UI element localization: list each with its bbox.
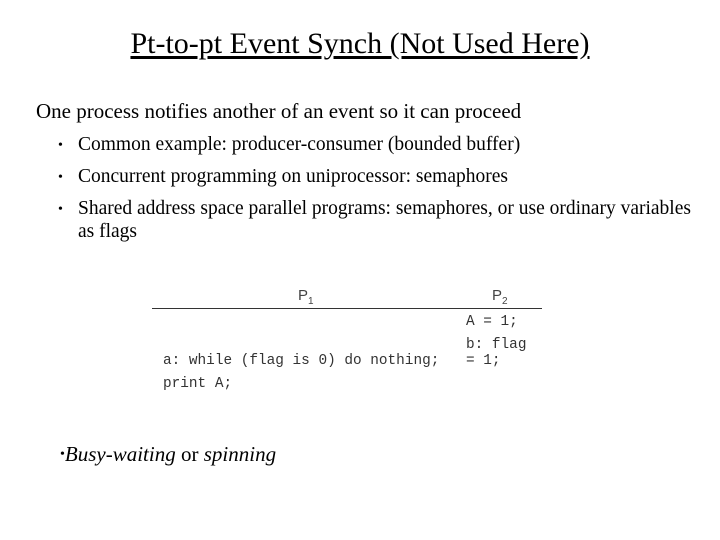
intro-text: One process notifies another of an event so it can proceed	[36, 99, 522, 123]
header-rule	[152, 308, 542, 309]
bullet-text: Concurrent programming on uniprocessor: semaphores	[78, 166, 508, 187]
closing-bullet	[60, 441, 276, 468]
bullet-icon: •	[58, 138, 63, 153]
list-item	[58, 133, 698, 156]
bullet-icon: •	[58, 170, 63, 185]
p1-code-line-2: print A;	[163, 376, 233, 392]
closing-connector: or	[175, 442, 204, 466]
code-figure	[152, 286, 544, 396]
bullet-icon: •	[58, 202, 63, 217]
slide-title: Pt-to-pt Event Synch (Not Used Here)	[130, 27, 590, 60]
term-busy-waiting: Busy-waiting	[64, 442, 176, 466]
p2-code-line-1: A = 1;	[466, 314, 518, 330]
bullet-text: Shared address space parallel programs: semaphores, or use ordinary variables as flags	[78, 198, 691, 242]
p2-code-line-2: b: flag	[466, 337, 527, 353]
p2-code-line-3: = 1;	[466, 353, 501, 369]
p2-header: $P_2$	[492, 287, 508, 307]
bullet-icon: •	[60, 447, 65, 462]
bullet-text: Common example: producer-consumer (bounded buffer)	[78, 134, 521, 155]
term-spinning: spinning	[203, 442, 277, 466]
p1-code-line-1: a: while (flag is 0) do nothing;	[163, 353, 440, 369]
bullet-list	[58, 133, 698, 252]
list-item	[58, 197, 698, 243]
p1-header: $P_1$	[298, 287, 314, 307]
list-item	[58, 165, 698, 188]
